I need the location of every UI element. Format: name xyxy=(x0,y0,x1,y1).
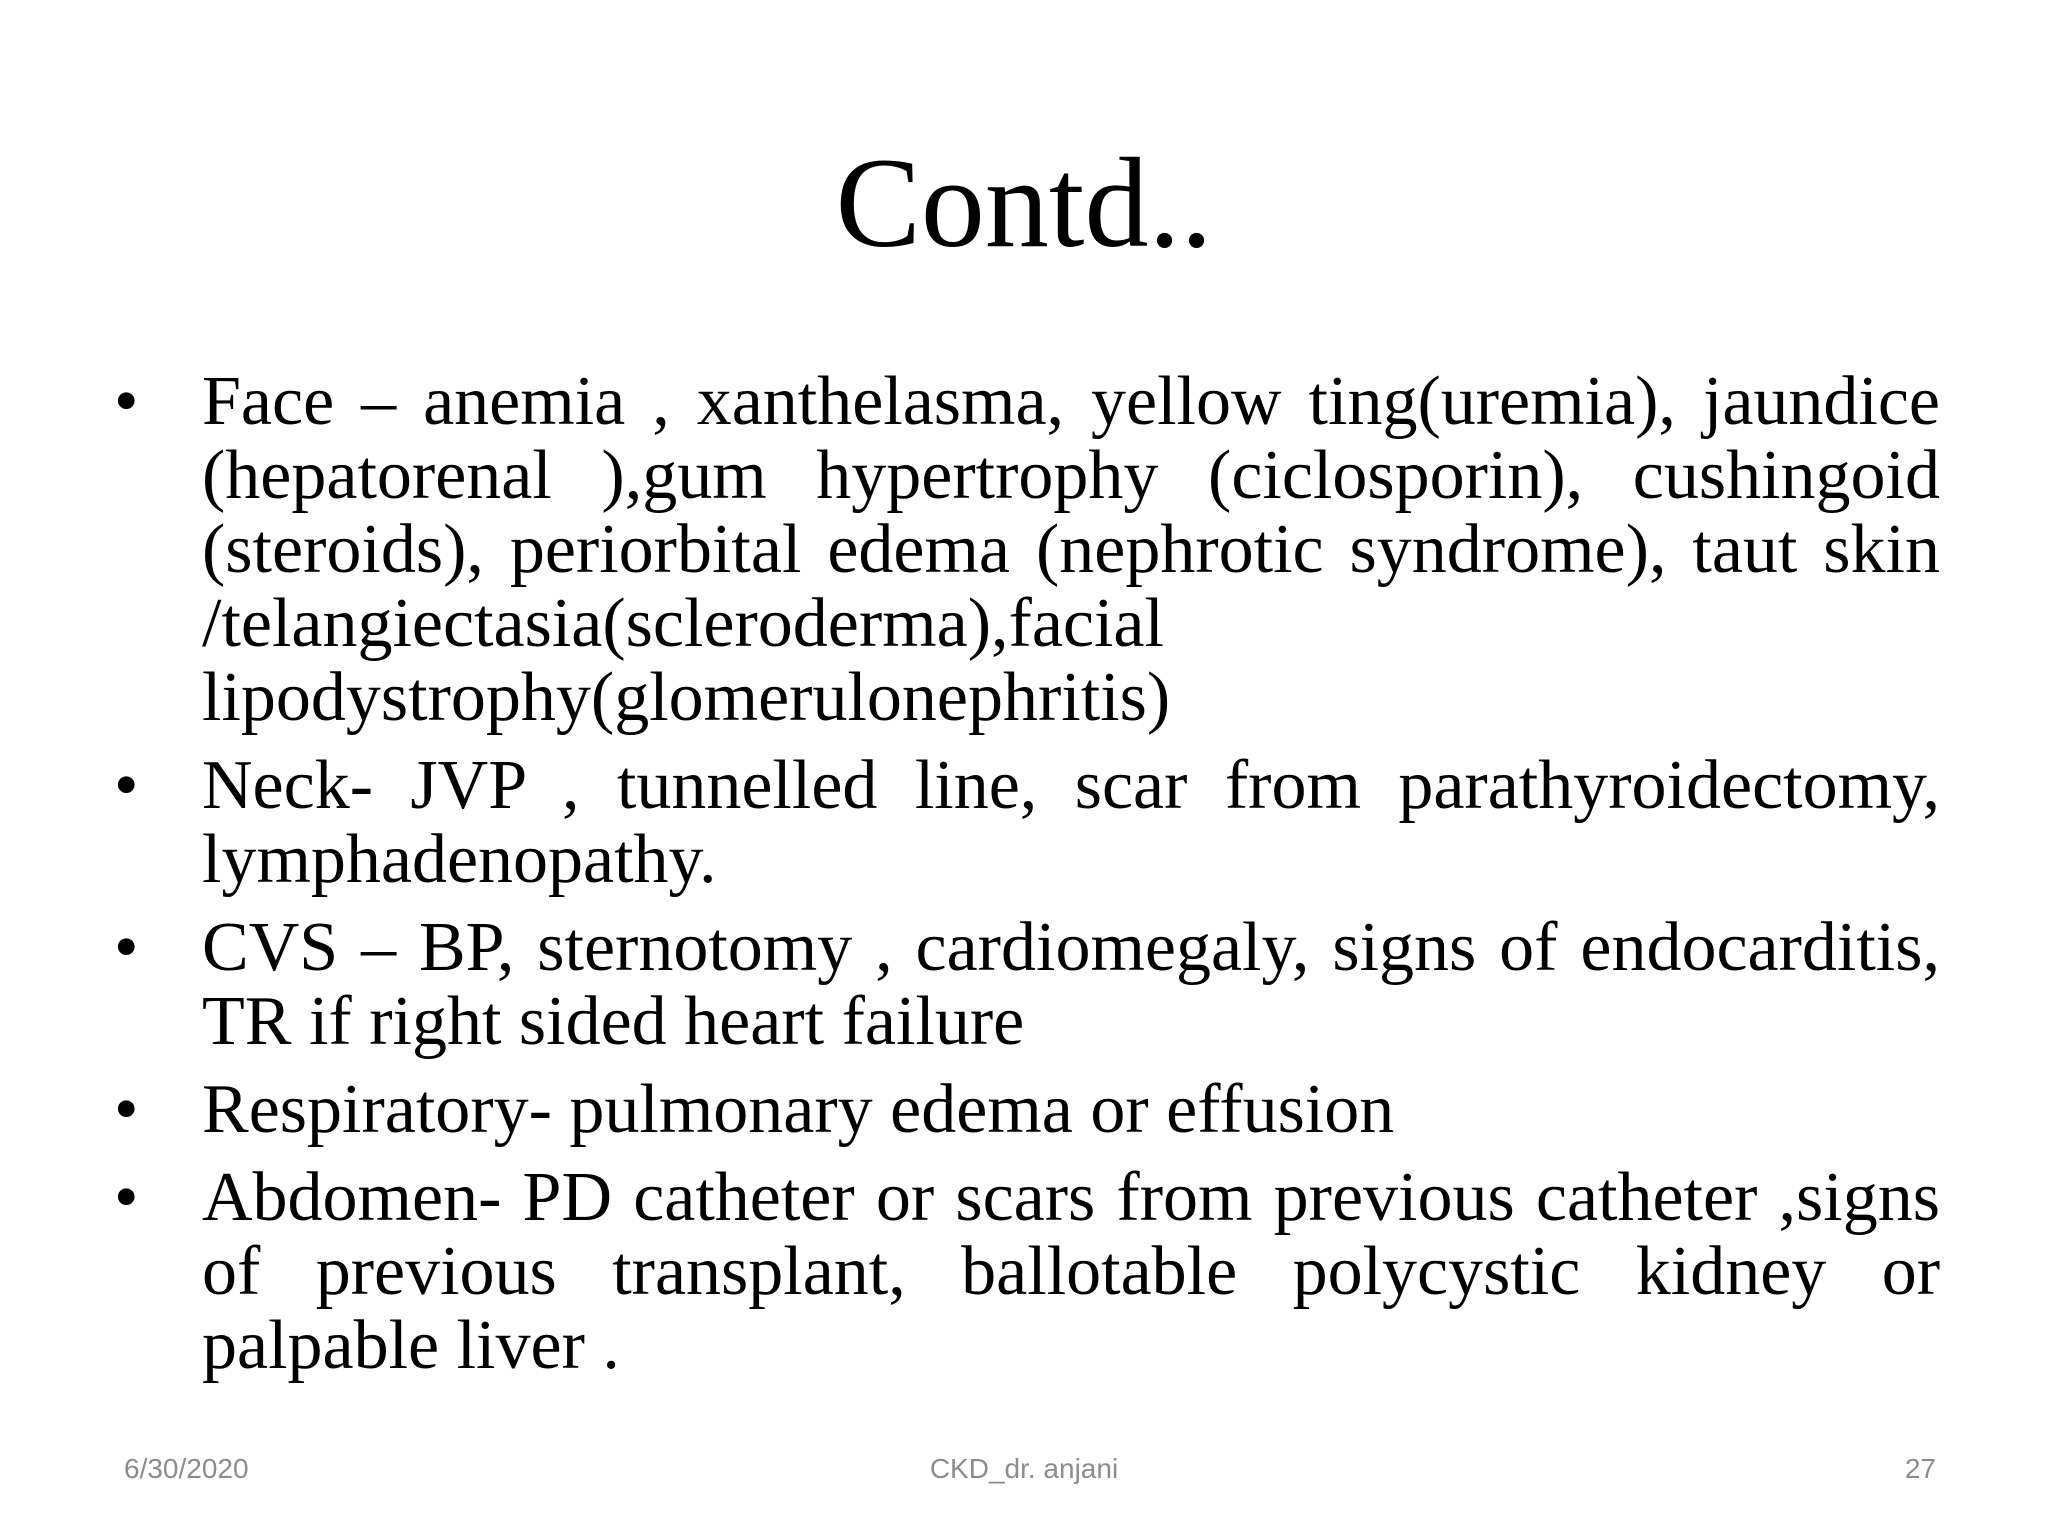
bullet-text: CVS – BP, sternotomy , cardiomegaly, signs of endocarditis, TR if right sided heart failure xyxy=(202,909,1940,1060)
bullet-dot-icon: • xyxy=(114,363,139,440)
bullet-text: Abdomen- PD catheter or scars from previous catheter ,signs of previous transplant, ballotable polycystic kidney or palpable liver . xyxy=(202,1159,1940,1384)
footer-author: CKD_dr. anjani xyxy=(929,1453,1119,1484)
bullet-dot-icon: • xyxy=(114,1071,139,1148)
footer-date: 6/30/2020 xyxy=(124,1453,249,1484)
bullet-text: Face – anemia , xanthelasma, yellow ting(uremia), jaundice (hepatorenal ),gum hypertrophy (ciclosporin), cushingoid (steroids), periorbital edema (nephrotic syndrome), taut skin /telangiectasia(scleroderma),facial lipodystrophy(glomerulonephritis) xyxy=(202,363,1940,736)
bullet-text: Neck- JVP , tunnelled line, scar from parathyroidectomy, lymphadenopathy. xyxy=(202,747,1940,898)
bullet-item-neck xyxy=(114,749,1940,897)
bullet-dot-icon: • xyxy=(114,909,139,986)
slide-title: Contd.. xyxy=(835,132,1213,274)
footer-page-number: 27 xyxy=(1904,1453,1936,1484)
bullet-item-face xyxy=(114,365,1940,735)
bullet-item-cvs xyxy=(114,911,1940,1059)
bullet-item-respiratory xyxy=(114,1073,1940,1147)
bullet-dot-icon: • xyxy=(114,1159,139,1236)
bullet-dot-icon: • xyxy=(114,747,139,824)
bullet-text: Respiratory- pulmonary edema or effusion xyxy=(202,1071,1395,1148)
bullet-item-abdomen xyxy=(114,1161,1940,1383)
bullet-list xyxy=(114,365,1940,1397)
